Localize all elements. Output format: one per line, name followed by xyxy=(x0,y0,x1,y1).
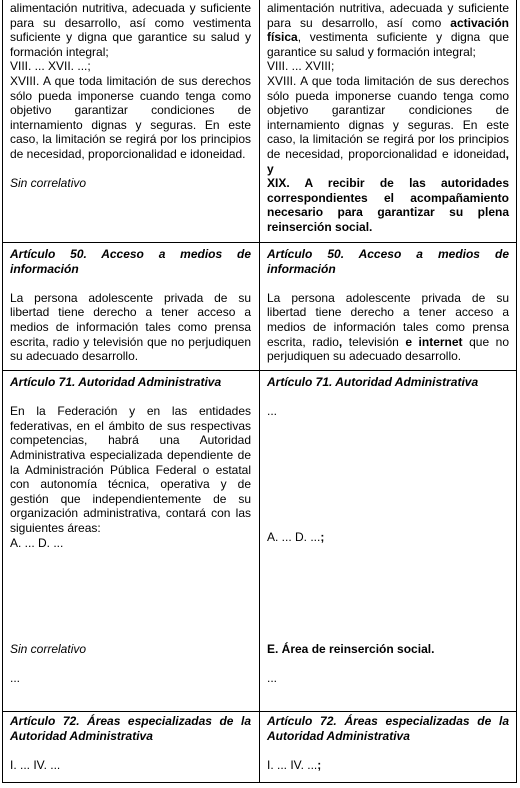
row3-left-areas: A. ... D. ... xyxy=(10,535,64,550)
row4-right-heading: Artículo 72. Áreas especializadas de la Autoridad Administrativa xyxy=(267,714,509,743)
row1-left-paragraph-1: alimentación nutritiva, adecuada y suficiente para su desarrollo, así como vestimenta suficiente y digna que garantice su salud y formación integral; xyxy=(10,1,251,59)
row1-right-paragraph-4: XIX. A recibir de las autoridades correspondientes el acompañamiento necesario para garantizar su plena reinserción social. xyxy=(267,176,509,234)
row3-left-body: En la Federación y en las entidades federativas, en el ámbito de sus respectivas competencias, habrá una Autoridad Administrativa especializada dependiente de la Administración Pública Federal o estatal con autonomía técnica, operativa y de gestión que independientemente de su organización administrativa, contará con las siguientes áreas: xyxy=(10,404,251,535)
row1-left-sin-correlativo: Sin correlativo xyxy=(10,176,87,191)
row4-right-cell xyxy=(259,714,517,772)
row-divider-2 xyxy=(2,370,517,371)
row2-left-heading: Artículo 50. Acceso a medios de información xyxy=(10,247,251,276)
row4-right-body: I. ... IV. ...; xyxy=(267,757,322,772)
row1-right-added-conjunction: , y xyxy=(267,146,509,176)
row1-right-cell xyxy=(259,1,517,235)
row3-left-ellipsis: ... xyxy=(10,671,21,685)
row4-left-heading: Artículo 72. Áreas especializadas de la Autoridad Administrativa xyxy=(10,714,251,743)
row1-left-cell xyxy=(2,1,259,191)
row2-left-cell xyxy=(2,247,259,364)
row2-right-cell xyxy=(259,247,517,364)
row3-right-areas: A. ... D. ...; xyxy=(267,530,325,544)
row3-right-ellipsis-1: ... xyxy=(267,404,278,419)
row3-right-area-e: E. Área de reinserción social. xyxy=(267,642,435,656)
row4-left-body: I. ... IV. ... xyxy=(10,757,61,772)
row3-left-cell xyxy=(2,375,259,550)
row1-right-paragraph-3: XVIII. A que toda limitación de sus derechos sólo pueda imponerse cuando tenga como objetivo garantizar condiciones de internamiento dignas y seguras. En este caso, la limitación se regirá por los principios de necesidad, proporcionalidad e idoneidad, y xyxy=(267,73,509,176)
row3-right-heading: Artículo 71. Autoridad Administrativa xyxy=(267,375,479,389)
row1-left-paragraph-3: XVIII. A que toda limitación de sus derechos sólo pueda imponerse cuando tenga como objetivo garantizar condiciones de internamiento dignas y seguras. En este caso, la limitación se regirá por los principios de necesidad, proporcionalidad e idoneidad. xyxy=(10,73,251,161)
row4-left-cell xyxy=(2,714,259,772)
row1-right-paragraph-1: alimentación nutritiva, adecuada y suficiente para su desarrollo, así como activación física, vestimenta suficiente y digna que garantice su salud y formación integral; xyxy=(267,1,509,59)
row3-right-ellipsis-2: ... xyxy=(267,671,278,685)
row2-right-added-text: e internet xyxy=(405,334,463,349)
row-divider-3 xyxy=(2,711,517,712)
table-border-bottom xyxy=(2,782,517,783)
row3-left-heading: Artículo 71. Autoridad Administrativa xyxy=(10,375,222,389)
row1-right-added-text: activación física xyxy=(267,15,509,45)
row3-left-sin-correlativo: Sin correlativo xyxy=(10,642,87,656)
row1-right-paragraph-2: VIII. ... XVIII; xyxy=(267,59,335,74)
row2-right-heading: Artículo 50. Acceso a medios de información xyxy=(267,247,509,276)
row-divider-1 xyxy=(2,242,517,243)
row1-left-paragraph-2: VIII. ... XVII. ...; xyxy=(10,59,91,74)
row3-right-cell xyxy=(259,375,517,419)
row2-right-body: La persona adolescente privada de su libertad tiene derecho a tener acceso a medios de información tales como prensa escrita, radio, televisión e internet que no perjudiquen su adecuado desarrollo. xyxy=(267,290,509,364)
row2-left-body: La persona adolescente privada de su libertad tiene derecho a tener acceso a medios de información tales como prensa escrita, radio y televisión que no perjudiquen su adecuado desarrollo. xyxy=(10,290,251,364)
